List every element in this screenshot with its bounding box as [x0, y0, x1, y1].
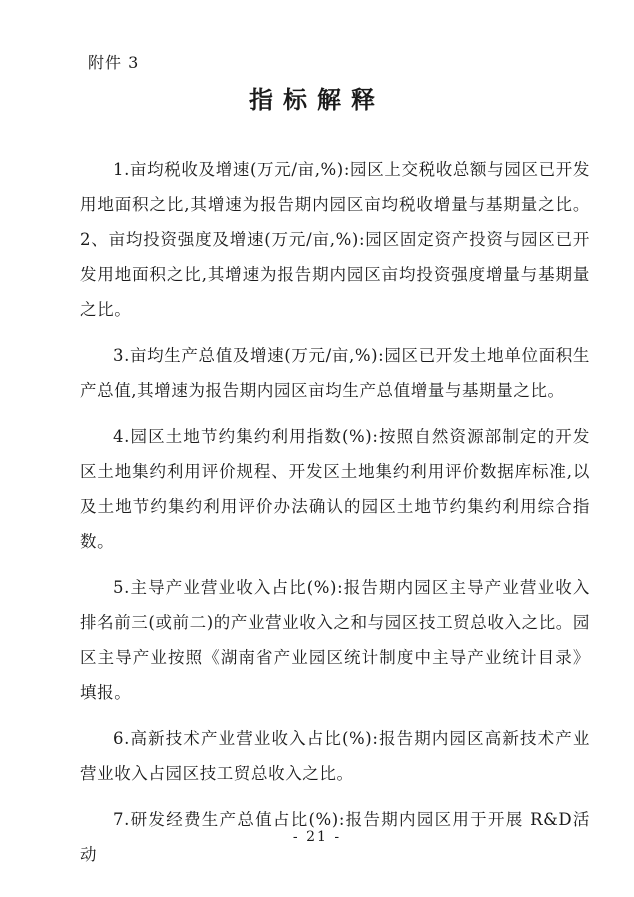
paragraph-7: 7.研发经费生产总值占比(%):报告期内园区用于开展 R&D活动 [80, 810, 590, 864]
attachment-label: 附件 3 [88, 53, 140, 72]
page-title: 指标解释 [249, 85, 385, 114]
document-body [80, 152, 590, 883]
paragraph-5: 5.主导产业营业收入占比(%):报告期内园区主导产业营业收入排名前三(或前二)的产业营业收入之和与园区技工贸总收入之比。园区主导产业按照《湖南省产业园区统计制度中主导产业统计目录》填报。 [80, 578, 590, 702]
paragraph-3: 3.亩均生产总值及增速(万元/亩,%):园区已开发土地单位面积生产总值,其增速为报告期内园区亩均生产总值增量与基期量之比。 [80, 346, 590, 400]
paragraph-4: 4.园区土地节约集约利用指数(%):按照自然资源部制定的开发区土地集约利用评价规程、开发区土地集约利用评价数据库标准,以及土地节约集约利用评价办法确认的园区土地节约集约利用综合指数。 [80, 427, 590, 551]
page-number: - 21 - [292, 829, 342, 845]
paragraph-1-2: 1.亩均税收及增速(万元/亩,%):园区上交税收总额与园区已开发用地面积之比,其增速为报告期内园区亩均税收增量与基期量之比。2、亩均投资强度及增速(万元/亩,%):园区固定资产投资与园区已开发用地面积之比,其增速为报告期内园区亩均投资强度增量与基期量之比。 [80, 160, 590, 319]
paragraph-6: 6.高新技术产业营业收入占比(%):报告期内园区高新技术产业营业收入占园区技工贸总收入之比。 [80, 729, 590, 783]
